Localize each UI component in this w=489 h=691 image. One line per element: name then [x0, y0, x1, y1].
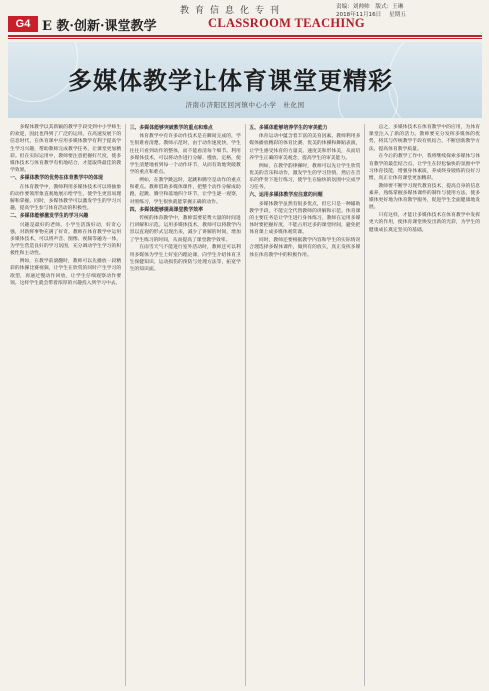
paragraph: 在体育教学中，教师利用多媒体技术可以将抽象的动作要领形象直观地展示给学生，使学生更容易理解和掌握。同时，多媒体教学可以激发学生的学习兴趣，提高学生参与体育活动的积极性。	[10, 184, 122, 212]
paragraph: 只有这样，才能让多媒体技术在体育教学中发挥更大的作用，使体育课堂焕发出新的光彩，为学生的健康成长奠定坚实的基础。	[368, 213, 480, 233]
paragraph: 例如，在教学前滚翻时，教师可以先播放一段精彩的体操比赛视频，让学生在欣赏的同时产生学习的欲望，再通过慢动作回放，让学生仔细观察动作要领。这样学生就会带着浓厚的兴趣投入到学习中去。	[10, 259, 122, 286]
section-title: E 教·创新·课堂教学	[42, 19, 157, 34]
column-divider	[364, 124, 365, 686]
paragraph: 总之，多媒体技术在体育教学中的应用，为体育课堂注入了新的活力。教师要充分发挥多媒体的优势，将其与传统教学手段有机结合，不断创新教学方法，提高体育教学质量。	[368, 125, 480, 152]
paragraph: 兴趣是最好的老师。小学生活泼好动，好奇心强，对新鲜事物充满了好奇。教师在体育教学中运用多媒体技术，可以将声音、图像、视频等融为一体，为学生营造良好的学习氛围，充分调动学生学习的积极性和主动性。	[10, 222, 122, 257]
issue-date: 2018年11月16日	[336, 12, 382, 18]
editor-label: 责编：刘帅帅	[336, 4, 370, 10]
layout-label: 版式：王琳	[375, 4, 404, 10]
article-author: 济南市济阳区回河镇中心小学 杜化国	[185, 101, 305, 109]
paragraph: 多媒体教学虽然有很多优点，但它只是一种辅助教学手段，不能完全代替教师的讲解和示范。体育课的主要任务是让学生进行身体练习，教师在运用多媒体时要把握好度，不能占用过多的课堂时间，避免把体育课上成多媒体观赏课。	[249, 201, 361, 236]
column-divider	[125, 124, 126, 686]
section-code-badge: G4	[8, 16, 38, 32]
column-divider	[245, 124, 246, 686]
paragraph: 在雨雪天气不能进行室外活动时，教师还可以利用多媒体为学生上好室内理论课，向学生介绍体育卫生保健知识、运动损伤的预防与处理方法等，拓宽学生的知识面。	[129, 245, 241, 273]
section-title-en: CLASSROOM TEACHING	[208, 16, 365, 30]
section-heading: 五、多媒体能够培养学生的审美能力	[249, 125, 328, 131]
header-rule	[8, 35, 482, 37]
masthead	[0, 0, 489, 40]
article-column	[249, 124, 360, 686]
paragraph: 教师要不断学习现代教育技术，提高自身的信息素养，熟练掌握多媒体课件的制作与使用方法，使多媒体更好地为体育教学服务，促进学生全面健康地发展。	[368, 183, 480, 211]
article-body	[10, 124, 480, 686]
paragraph: 多媒体教学以其新颖的教学手段受到中小学师生的欢迎，因此也得到了广泛的运用。在高速发展下的信息时代，在体育课中应用多媒体教学有利于提高学生学习兴趣，帮助教师完成教学任务，让课堂更加精彩。但在实际运用中，教师要注意把握好尺度，使多媒体技术与体育教学有机地结合，才能取得最佳的教学效果。	[10, 125, 122, 174]
paragraph: 传统的体育教学中，教师需要花费大量的时间进行讲解和示范。运用多媒体技术，教师可以将教学内容以直观的形式呈现出来，减少了讲解的时间，增加了学生练习的时间，从而提高了课堂教学效率。	[129, 216, 241, 243]
paragraph: 同时，教师还要根据教学内容和学生的实际情况合理选择多媒体课件，做到有的放矢，真正发挥多媒体在体育教学中的积极作用。	[249, 238, 361, 258]
headline-banner	[8, 42, 482, 118]
article-column	[369, 124, 480, 686]
section-heading: 二、多媒体能够激发学生的学习兴趣	[10, 213, 89, 220]
paragraph: 体育教学中有许多动作技术是在瞬间完成的，学生很难看清楚。教师示范时，由于动作速度快，学生往往只看到动作的整体，而不能看清每个细节。利用多媒体技术，可以将动作进行分解、慢放、定格，使学生清楚地看到每一个动作环节，从而有效地突破教学的重点和难点。	[129, 134, 241, 176]
paragraph: 例如，在教学跳远时，起跳和腾空是动作的重点和难点。教师借助多媒体课件，把整个动作分解成助跑、起跳、腾空和落地四个环节，让学生逐一观察，对照练习，学生很快就能掌握正确的动作。	[129, 178, 241, 205]
article-column	[130, 124, 241, 686]
section-heading: 四、多媒体能够提高课堂教学效率	[129, 206, 203, 213]
header-rule-thin	[8, 38, 482, 39]
issue-weekday: 星期五	[389, 12, 406, 18]
article-headline: 多媒体教学让体育课堂更精彩	[68, 67, 393, 95]
section-heading: 三、多媒体能够突破教学的重点和难点	[129, 125, 213, 131]
article-column	[10, 124, 121, 686]
paragraph: 例如，在教学韵律操时，教师可以先让学生欣赏优美的音乐和动作，激发学生的学习热情，然后在音乐的伴奏下进行练习，使学生在愉快的氛围中完成学习任务。	[249, 163, 361, 191]
section-heading: 六、运用多媒体教学应注意的问题	[249, 192, 323, 199]
section-heading: 一、多媒体教学的优势在体育教学中的体现	[10, 175, 103, 182]
paragraph: 体育运动中蕴含着丰富的美育因素。教师利用多媒体播放精彩的体育比赛、优美的体操和舞蹈表演，让学生感受体育的力量美、速度美和形体美，从而培养学生正确的审美观念，提高学生的审美能力。	[249, 134, 361, 161]
paragraph: 在今后的教学工作中，我将继续探索多媒体与体育教学的最佳结合点，让学生在轻松愉快的氛围中学习体育技能，增强身体素质，养成终身锻炼的良好习惯，真正让体育课堂更加精彩。	[368, 154, 480, 182]
masthead-title: 教育信息化专刊	[180, 6, 286, 16]
